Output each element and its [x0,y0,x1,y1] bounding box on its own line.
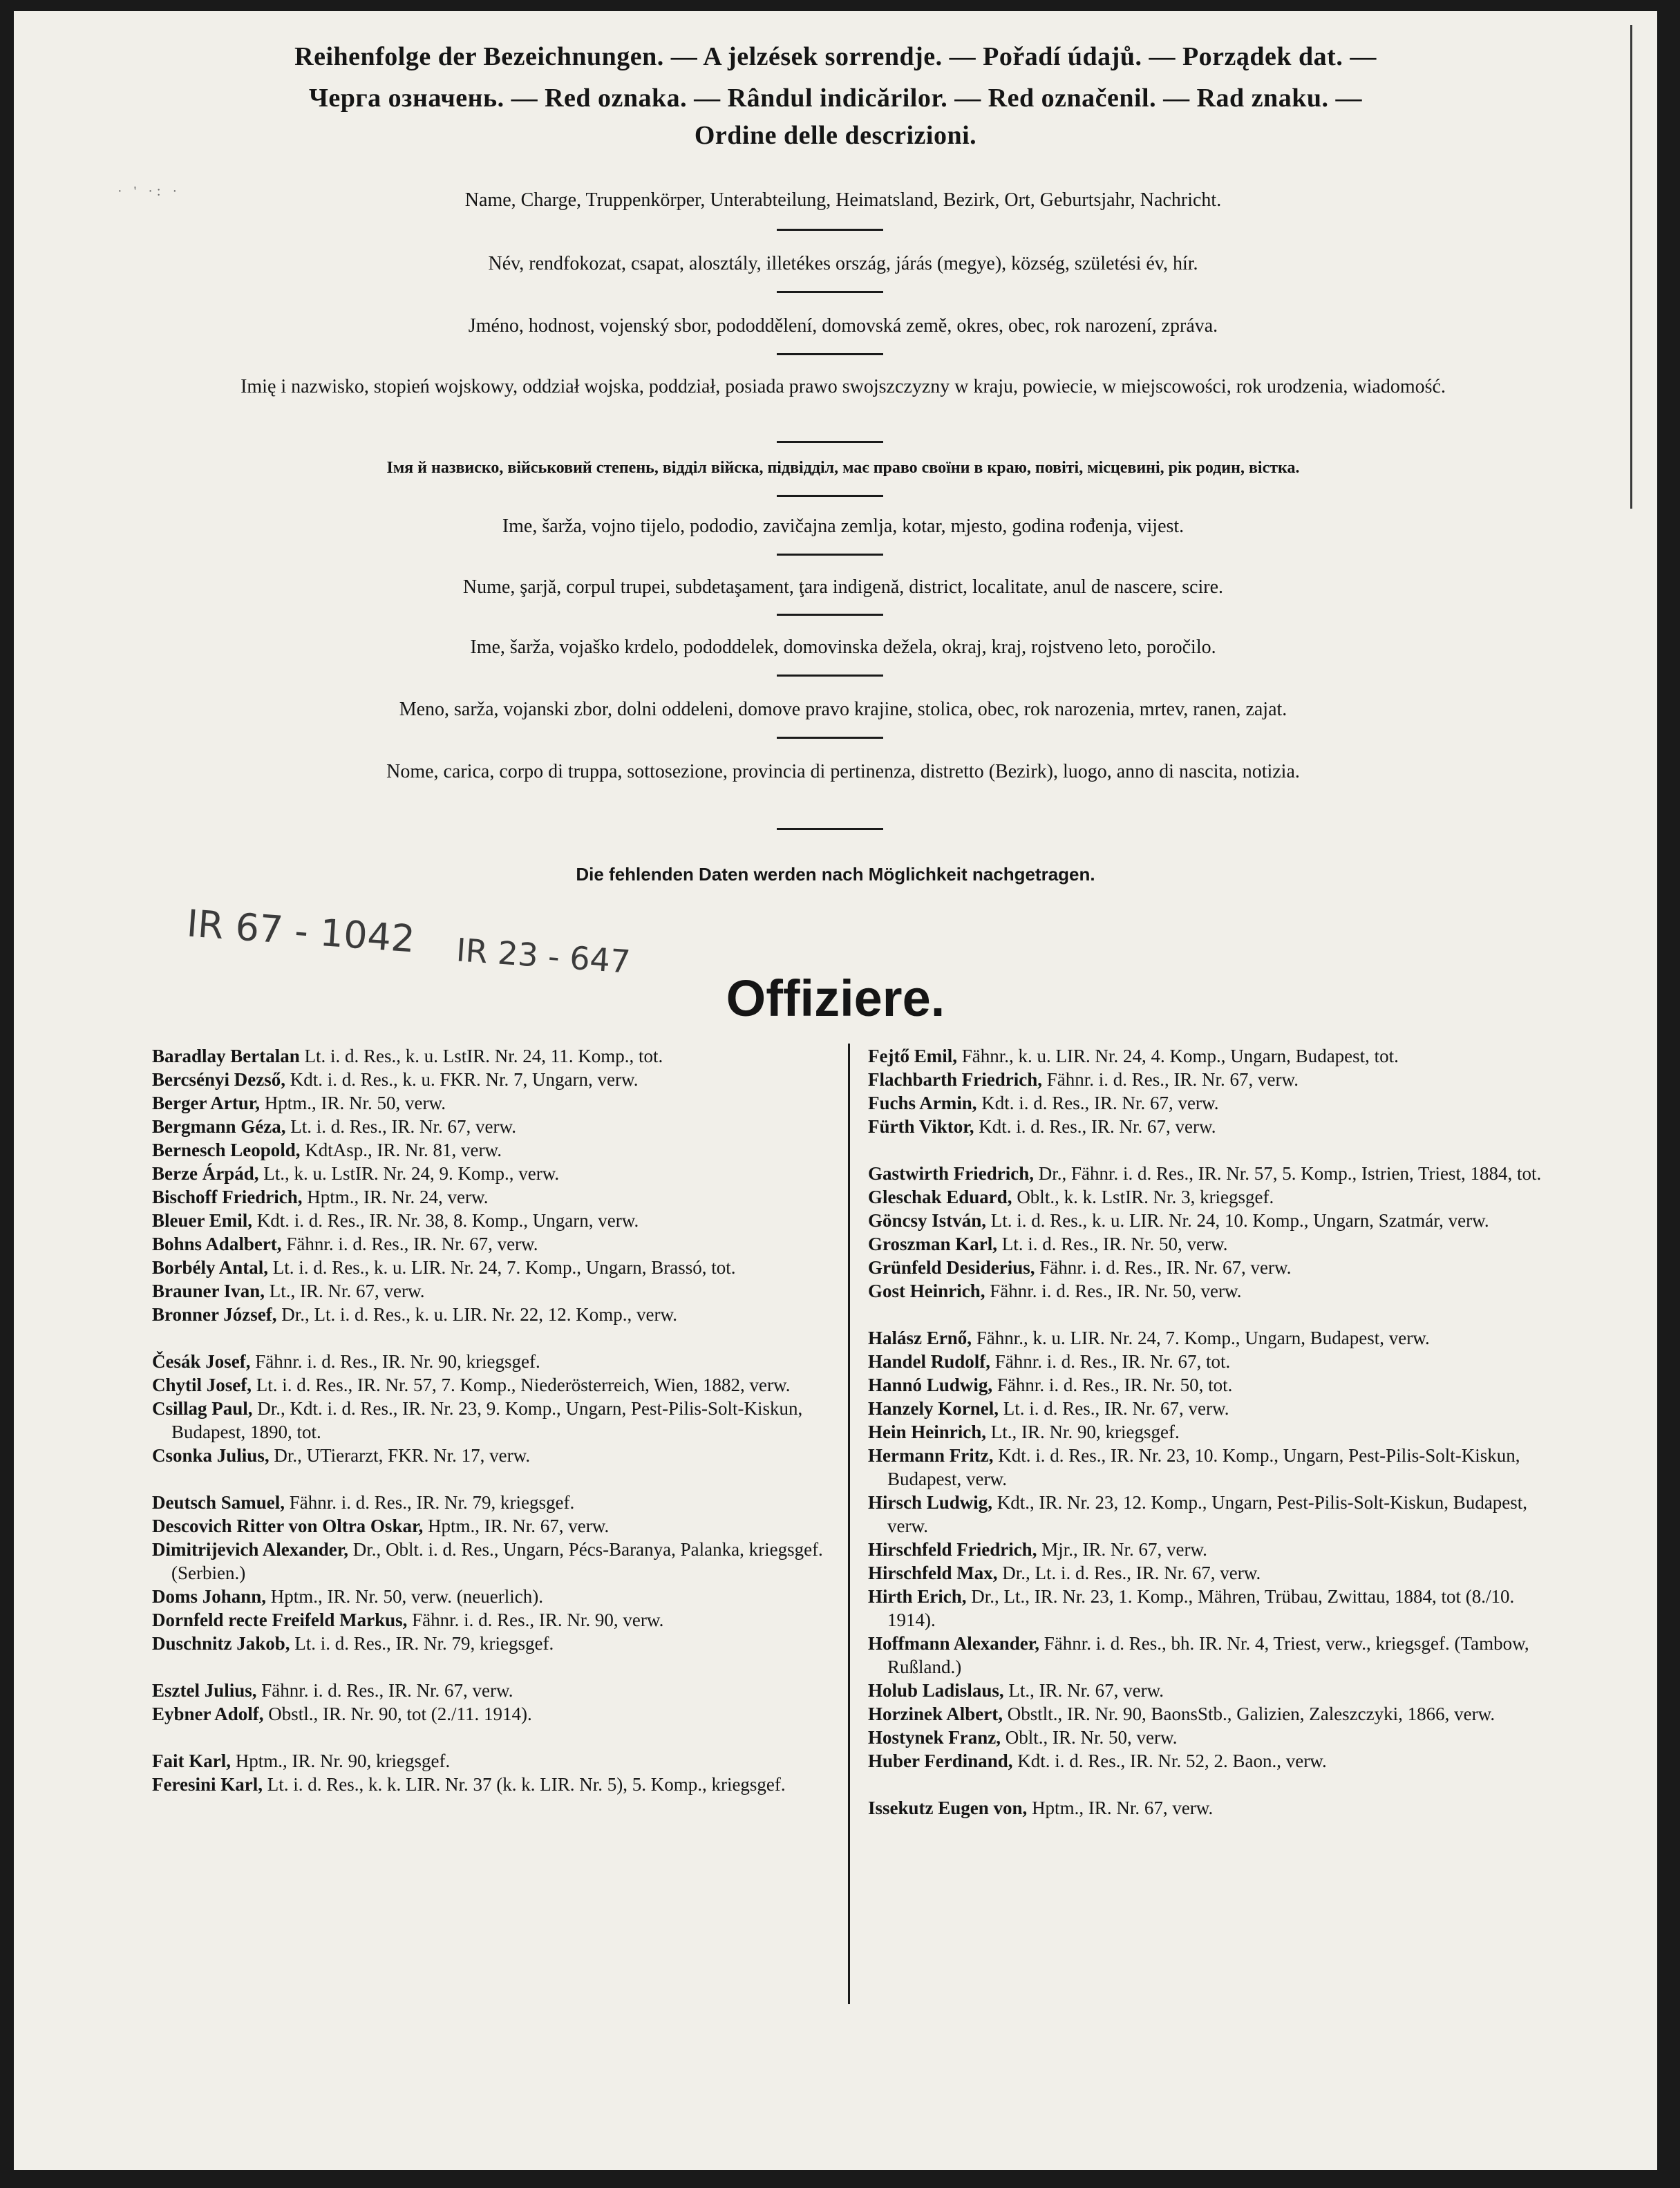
officer-name: Bohns Adalbert, [152,1234,282,1254]
officer-entry [152,1350,847,1373]
officer-details: Kdt. i. d. Res., IR. Nr. 52, 2. Baon., verw. [1012,1751,1327,1771]
officer-details: Fähnr. i. d. Res., IR. Nr. 67, verw. [256,1680,513,1701]
header-line-1: Reihenfolge der Bezeichnungen. — A jelzések sorrendje. — Pořadí údajů. — Porządek dat. — [294,42,1377,71]
officer-details: Fähnr. i. d. Res., IR. Nr. 79, kriegsgef. [285,1492,575,1513]
officer-name: Doms Johann, [152,1586,267,1607]
officer-details: Fähnr., k. u. LIR. Nr. 24, 4. Komp., Ungarn, Budapest, tot. [956,1046,1399,1066]
letter-group-gap [868,1303,1566,1326]
officer-details: Fähnr. i. d. Res., IR. Nr. 50, tot. [992,1375,1233,1395]
column-divider [848,1044,850,2004]
officer-entry [868,1561,1566,1585]
officer-details: Lt. i. d. Res., IR. Nr. 67, verw. [285,1116,516,1137]
officer-name: Hostynek Franz, [868,1727,1001,1748]
officer-name: Hoffmann Alexander, [868,1633,1040,1654]
officer-details: Dr., Lt., IR. Nr. 23, 1. Komp., Mähren, Trübau, Zwittau, 1884, tot (8./10. 1914). [887,1586,1515,1630]
officer-name: Dornfeld recte Freifeld Markus, [152,1610,408,1630]
officer-name: Hein Heinrich, [868,1422,986,1442]
officer-entry [152,1044,847,1068]
officer-name: Fejtő Emil, [868,1046,957,1066]
officer-entry [868,1444,1566,1491]
officer-name: Descovich Ritter von Oltra Oskar, [152,1516,424,1536]
officer-name: Esztel Julius, [152,1680,257,1701]
officer-entry [152,1632,847,1655]
officer-entry [868,1162,1566,1185]
officer-entry [868,1209,1566,1232]
officer-entry [868,1044,1566,1068]
officer-name: Bergmann Géza, [152,1116,286,1137]
officer-entry [152,1444,847,1467]
format-slovak: Meno, sarža, vojanski zbor, dolni oddeleni, domove pravo krajine, stolica, obec, rok narozenia, mrtev, ranen, zajat. [399,699,1287,720]
officer-name: Bleuer Emil, [152,1210,252,1231]
officer-entry [152,1702,847,1726]
officer-name: Gleschak Eduard, [868,1187,1012,1207]
officer-entry [868,1068,1566,1091]
format-german: Name, Charge, Truppenkörper, Unterabteilung, Heimatsland, Bezirk, Ort, Geburtsjahr, Nachricht. [464,189,1222,211]
format-croatian: Ime, šarža, vojno tijelo, pododio, zavičajna zemlja, kotar, mjesto, godina rođenja, vijest. [502,516,1185,537]
officer-entry [152,1279,847,1303]
separator [777,291,883,293]
officer-name: Grünfeld Desiderius, [868,1257,1035,1278]
officer-name: Fait Karl, [152,1751,231,1771]
format-italian: Nome, carica, corpo di truppa, sottosezione, provincia di pertinenza, distretto (Bezirk), luogo, anno di nascita, notizia. [386,761,1300,782]
officer-details: Mjr., IR. Nr. 67, verw. [1037,1539,1207,1560]
officer-name: Feresini Karl, [152,1774,263,1795]
officer-name: Hermann Fritz, [868,1445,994,1466]
letter-group-gap [868,1138,1566,1162]
officer-details: Hptm., IR. Nr. 50, verw. [259,1093,446,1113]
officer-entry [152,1209,847,1232]
officer-details: Lt. i. d. Res., k. u. LstIR. Nr. 24, 11. Komp., tot. [299,1046,663,1066]
officer-name: Deutsch Samuel, [152,1492,285,1513]
officer-details: Kdt. i. d. Res., IR. Nr. 38, 8. Komp., Ungarn, verw. [252,1210,639,1231]
officer-name: Huber Ferdinand, [868,1751,1013,1771]
format-slovenian: Ime, šarža, vojaško krdelo, pododdelek, domovinska dežela, okraj, kraj, rojstveno leto, poročilo. [470,636,1216,658]
print-specks: · ' ·: · [117,184,182,199]
officer-name: Hannó Ludwig, [868,1375,993,1395]
officer-name: Flachbarth Friedrich, [868,1069,1042,1090]
separator [777,675,883,677]
officer-entry [868,1749,1566,1773]
officer-details: Dr., Fähnr. i. d. Res., IR. Nr. 57, 5. Komp., Istrien, Triest, 1884, tot. [1033,1163,1542,1184]
officer-details: Dr., Lt. i. d. Res., k. u. LIR. Nr. 22, 12. Komp., verw. [276,1304,677,1325]
format-ruthenian: Імя й назвиско, військовий степень, відділ війска, підвідділ, має право своїни в краю, повіті, місцевині, рік родин, вістка. [386,459,1300,477]
officer-name: Issekutz Eugen von, [868,1798,1028,1818]
officer-name: Berze Árpád, [152,1163,259,1184]
officer-name: Hanzely Kornel, [868,1398,999,1419]
officer-name: Gastwirth Friedrich, [868,1163,1034,1184]
officer-entry [152,1256,847,1279]
officer-details: Obstlt., IR. Nr. 90, BaonsStb., Galizien, Zaleszczyki, 1866, verw. [1002,1704,1495,1724]
officer-entry [152,1115,847,1138]
officer-entry [868,1491,1566,1538]
officer-entry [152,1162,847,1185]
handwritten-annotation-1: IR 67 - 1042 [185,901,417,961]
officer-entry [152,1138,847,1162]
separator [777,828,883,830]
officer-name: Česák Josef, [152,1351,251,1372]
officer-details: Kdt. i. d. Res., k. u. FKR. Nr. 7, Ungarn, verw. [285,1069,639,1090]
officer-entry [152,1491,847,1514]
officer-entry [152,1068,847,1091]
officer-details: Lt. i. d. Res., IR. Nr. 50, verw. [997,1234,1228,1254]
separator [777,229,883,231]
officer-entry [868,1232,1566,1256]
officer-name: Baradlay Bertalan [152,1046,300,1066]
officer-details: Hptm., IR. Nr. 24, verw. [302,1187,489,1207]
officer-details: Lt. i. d. Res., IR. Nr. 79, kriegsgef. [290,1633,554,1654]
officer-entry [152,1185,847,1209]
officer-name: Bernesch Leopold, [152,1140,301,1160]
section-title: Offiziere. [726,970,945,1027]
officer-details: Lt., k. u. LstIR. Nr. 24, 9. Komp., verw. [258,1163,560,1184]
officer-details: Fähnr., k. u. LIR. Nr. 24, 7. Komp., Ungarn, Budapest, verw. [972,1328,1430,1348]
officer-entry [868,1185,1566,1209]
officer-details: Obstl., IR. Nr. 90, tot (2./11. 1914). [263,1704,532,1724]
officer-entry [152,1373,847,1397]
separator [777,614,883,616]
officer-entry [152,1679,847,1702]
officer-entry [868,1585,1566,1632]
officer-entry [868,1726,1566,1749]
officer-name: Dimitrijevich Alexander, [152,1539,348,1560]
officer-entry [152,1749,847,1773]
officer-details: Oblt., IR. Nr. 50, verw. [1001,1727,1178,1748]
officer-entry [152,1773,847,1796]
officer-details: Dr., Kdt. i. d. Res., IR. Nr. 23, 9. Komp., Ungarn, Pest-Pilis-Solt-Kiskun, Budapest, 1890, tot. [171,1398,803,1442]
separator [777,495,883,497]
officer-name: Groszman Karl, [868,1234,997,1254]
officer-entry [868,1115,1566,1138]
officer-name: Handel Rudolf, [868,1351,991,1372]
officer-name: Berger Artur, [152,1093,260,1113]
officer-details: Fähnr. i. d. Res., IR. Nr. 67, tot. [990,1351,1231,1372]
officer-entry [868,1397,1566,1420]
officer-name: Bronner József, [152,1304,277,1325]
officer-details: Kdt., IR. Nr. 23, 12. Komp., Ungarn, Pest-Pilis-Solt-Kiskun, Budapest, verw. [887,1492,1528,1536]
officer-details: Kdt. i. d. Res., IR. Nr. 67, verw. [976,1093,1219,1113]
officer-details: Fähnr. i. d. Res., IR. Nr. 90, verw. [407,1610,664,1630]
officer-details: Fähnr. i. d. Res., IR. Nr. 50, verw. [985,1281,1242,1301]
officer-name: Chytil Josef, [152,1375,252,1395]
officer-name: Hirschfeld Friedrich, [868,1539,1037,1560]
officer-details: Lt. i. d. Res., k. k. LIR. Nr. 37 (k. k. LIR. Nr. 5), 5. Komp., kriegsgef. [262,1774,786,1795]
officer-entry [152,1608,847,1632]
officer-entry [868,1256,1566,1279]
header-line-3: Ordine delle descrizioni. [694,121,977,150]
officer-details: Kdt. i. d. Res., IR. Nr. 67, verw. [974,1116,1216,1137]
officer-details: Fähnr. i. d. Res., IR. Nr. 90, kriegsgef. [250,1351,540,1372]
officer-name: Csonka Julius, [152,1445,270,1466]
officer-details: Fähnr. i. d. Res., IR. Nr. 67, verw. [281,1234,538,1254]
letter-group-gap [152,1655,847,1679]
officer-list-left-column [152,1044,847,1796]
officer-name: Göncsy István, [868,1210,987,1231]
officer-details: Lt., IR. Nr. 90, kriegsgef. [986,1422,1180,1442]
officer-details: Fähnr. i. d. Res., IR. Nr. 67, verw. [1035,1257,1292,1278]
handwritten-annotation-2: IR 23 - 647 [455,931,632,981]
officer-entry [868,1796,1566,1820]
officer-name: Holub Ladislaus, [868,1680,1004,1701]
officer-details: Dr., Oblt. i. d. Res., Ungarn, Pécs-Baranya, Palanka, kriegsgef. (Serbien.) [171,1539,823,1583]
letter-group-gap [152,1467,847,1491]
officer-name: Hirschfeld Max, [868,1563,998,1583]
officer-entry [152,1397,847,1444]
letter-group-gap [152,1726,847,1749]
header-line-2: Черга означень. — Red oznaka. — Rândul indicărilor. — Red označenil. — Rad znaku. — [309,84,1362,113]
separator [777,554,883,556]
missing-data-note: Die fehlenden Daten werden nach Möglichkeit nachgetragen. [576,864,1095,885]
officer-entry [152,1232,847,1256]
officer-name: Bercsényi Dezső, [152,1069,285,1090]
format-polish: Imię i nazwisko, stopień wojskowy, oddział wojska, poddział, posiada prawo swojszczyzny w kraju, powiecie, w miejscowości, rok urodzenia, wiadomość. [240,376,1446,397]
officer-details: Hptm., IR. Nr. 67, verw. [423,1516,610,1536]
format-hungarian: Név, rendfokozat, csapat, alosztály, illetékes ország, járás (megye), község, születési év, hír. [488,253,1198,274]
officer-name: Horzinek Albert, [868,1704,1003,1724]
officer-details: Hptm., IR. Nr. 50, verw. (neuerlich). [266,1586,543,1607]
officer-entry [152,1514,847,1538]
officer-name: Duschnitz Jakob, [152,1633,290,1654]
officer-name: Fürth Viktor, [868,1116,974,1137]
officer-name: Gost Heinrich, [868,1281,985,1301]
letter-group-gap [152,1326,847,1350]
officer-name: Csillag Paul, [152,1398,253,1419]
officer-entry [868,1091,1566,1115]
officer-details: Lt. i. d. Res., k. u. LIR. Nr. 24, 7. Komp., Ungarn, Brassó, tot. [268,1257,736,1278]
officer-name: Brauner Ivan, [152,1281,265,1301]
officer-details: Hptm., IR. Nr. 67, verw. [1027,1798,1214,1818]
officer-details: Dr., UTierarzt, FKR. Nr. 17, verw. [269,1445,531,1466]
officer-entry [152,1091,847,1115]
separator [777,353,883,355]
officer-entry [868,1632,1566,1679]
officer-entry [868,1538,1566,1561]
letter-group-gap [868,1773,1566,1796]
officer-name: Bischoff Friedrich, [152,1187,303,1207]
format-czech: Jméno, hodnost, vojenský sbor, pododdělení, domovská země, okres, obec, rok narození, zpráva. [468,315,1218,337]
officer-details: Hptm., IR. Nr. 90, kriegsgef. [230,1751,451,1771]
separator [777,441,883,443]
officer-list-right-column [868,1044,1566,1820]
officer-details: Fähnr. i. d. Res., IR. Nr. 67, verw. [1041,1069,1299,1090]
officer-name: Eybner Adolf, [152,1704,264,1724]
officer-name: Hirsch Ludwig, [868,1492,993,1513]
officer-details: Lt. i. d. Res., k. u. LIR. Nr. 24, 10. Komp., Ungarn, Szatmár, verw. [986,1210,1489,1231]
officer-details: Dr., Lt. i. d. Res., IR. Nr. 67, verw. [997,1563,1261,1583]
officer-name: Halász Ernő, [868,1328,972,1348]
officer-entry [868,1702,1566,1726]
officer-entry [152,1303,847,1326]
officer-details: Kdt. i. d. Res., IR. Nr. 23, 10. Komp., Ungarn, Pest-Pilis-Solt-Kiskun, Budapest, verw. [887,1445,1520,1489]
separator [777,737,883,739]
document-page [14,11,1657,2170]
officer-entry [868,1420,1566,1444]
officer-details: Lt., IR. Nr. 67, verw. [1003,1680,1164,1701]
officer-entry [152,1585,847,1608]
format-romanian: Nume, şarjă, corpul trupei, subdetaşament, ţara indigenă, district, localitate, anul de nascere, scire. [462,576,1224,598]
officer-details: Lt. i. d. Res., IR. Nr. 57, 7. Komp., Niederösterreich, Wien, 1882, verw. [252,1375,791,1395]
officer-details: Lt., IR. Nr. 67, verw. [265,1281,425,1301]
officer-entry [868,1373,1566,1397]
officer-name: Fuchs Armin, [868,1093,977,1113]
officer-details: Fähnr. i. d. Res., bh. IR. Nr. 4, Triest, verw., kriegsgef. (Tambow, Rußland.) [887,1633,1529,1677]
officer-name: Hirth Erich, [868,1586,967,1607]
officer-details: Oblt., k. k. LstIR. Nr. 3, kriegsgef. [1012,1187,1274,1207]
officer-entry [868,1679,1566,1702]
officer-name: Borbély Antal, [152,1257,269,1278]
officer-details: Lt. i. d. Res., IR. Nr. 67, verw. [998,1398,1229,1419]
officer-entry [152,1538,847,1585]
officer-entry [868,1350,1566,1373]
officer-entry [868,1279,1566,1303]
officer-entry [868,1326,1566,1350]
officer-details: KdtAsp., IR. Nr. 81, verw. [300,1140,502,1160]
